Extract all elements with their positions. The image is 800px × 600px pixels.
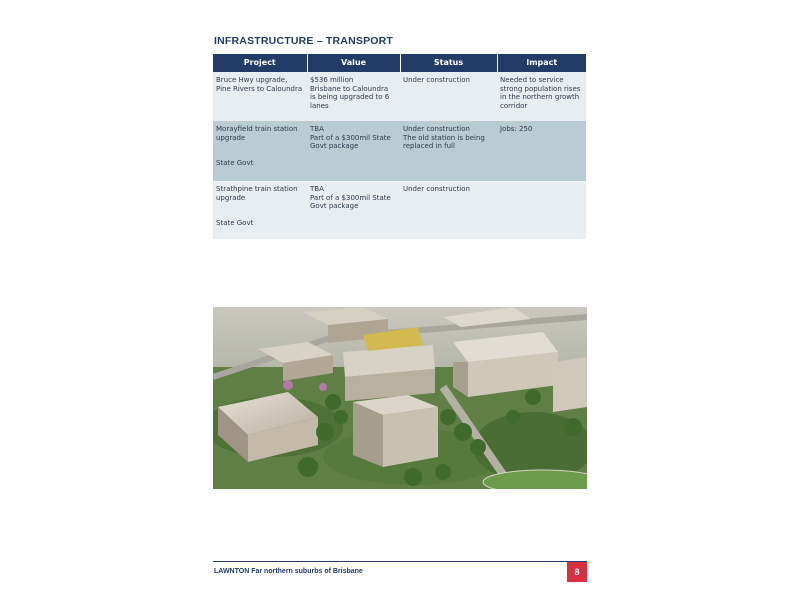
column-header-status: Status [400,54,497,72]
cell-text: Part of a $300mil State [310,193,391,202]
cell-text: The old station is being [403,133,485,142]
cell-text: $536 million [310,76,354,84]
impact-cell [497,121,586,181]
project-cell [213,121,307,181]
status-cell [400,72,497,121]
cell-text: upgrade [216,133,246,142]
cell-text: Morayfield train station [216,125,298,133]
cell-text: is being upgraded to 6 [310,93,390,101]
value-cell [307,121,400,181]
cell-text: replaced in full [403,142,455,150]
project-owner: State Govt [216,159,254,167]
impact-cell [497,181,586,239]
impact-cell [497,72,586,121]
cell-text: Strathpine train station [216,185,298,193]
project-cell [213,181,307,239]
section-title: INFRASTRUCTURE – TRANSPORT [214,35,394,47]
value-cell [307,72,400,121]
project-cell [213,72,307,121]
cell-text: Govt package [310,142,359,150]
status-cell [400,121,497,181]
table-row [213,121,586,181]
cell-text: in the northern growth [500,93,580,101]
cell-text: lanes [310,101,329,110]
table-row [213,181,586,239]
cell-text: Pine Rivers to Caloundra [216,84,303,93]
column-header-project: Project [213,54,307,72]
cell-text: Bruce Hwy upgrade, [216,76,288,84]
cell-text: TBA [310,185,324,193]
cell-text: Govt package [310,202,359,210]
cell-text: Part of a $300mil State [310,133,391,142]
column-header-value: Value [307,54,400,72]
aerial-render-image [213,307,587,489]
infrastructure-table [213,54,586,239]
cell-text: strong population rises [500,84,581,93]
cell-text: Under construction [403,185,470,193]
table-header-row [213,54,586,72]
page-number-badge: 8 [567,562,587,582]
status-cell [400,181,497,239]
cell-text: Jobs: 250 [500,125,533,133]
value-cell [307,181,400,239]
footer-divider [213,561,587,562]
column-header-impact: Impact [497,54,586,72]
cell-text: Under construction [403,76,470,84]
table-row [213,72,586,121]
cell-text: corridor [500,101,528,110]
cell-text: TBA [310,125,324,133]
project-owner: State Govt [216,219,254,227]
footer-title: LAWNTON Far northern suburbs of Brisbane [214,568,363,575]
cell-text: Brisbane to Caloundra [310,84,389,93]
cell-text: Under construction [403,125,470,133]
cell-text: Needed to service [500,76,564,84]
cell-text: upgrade [216,193,246,202]
